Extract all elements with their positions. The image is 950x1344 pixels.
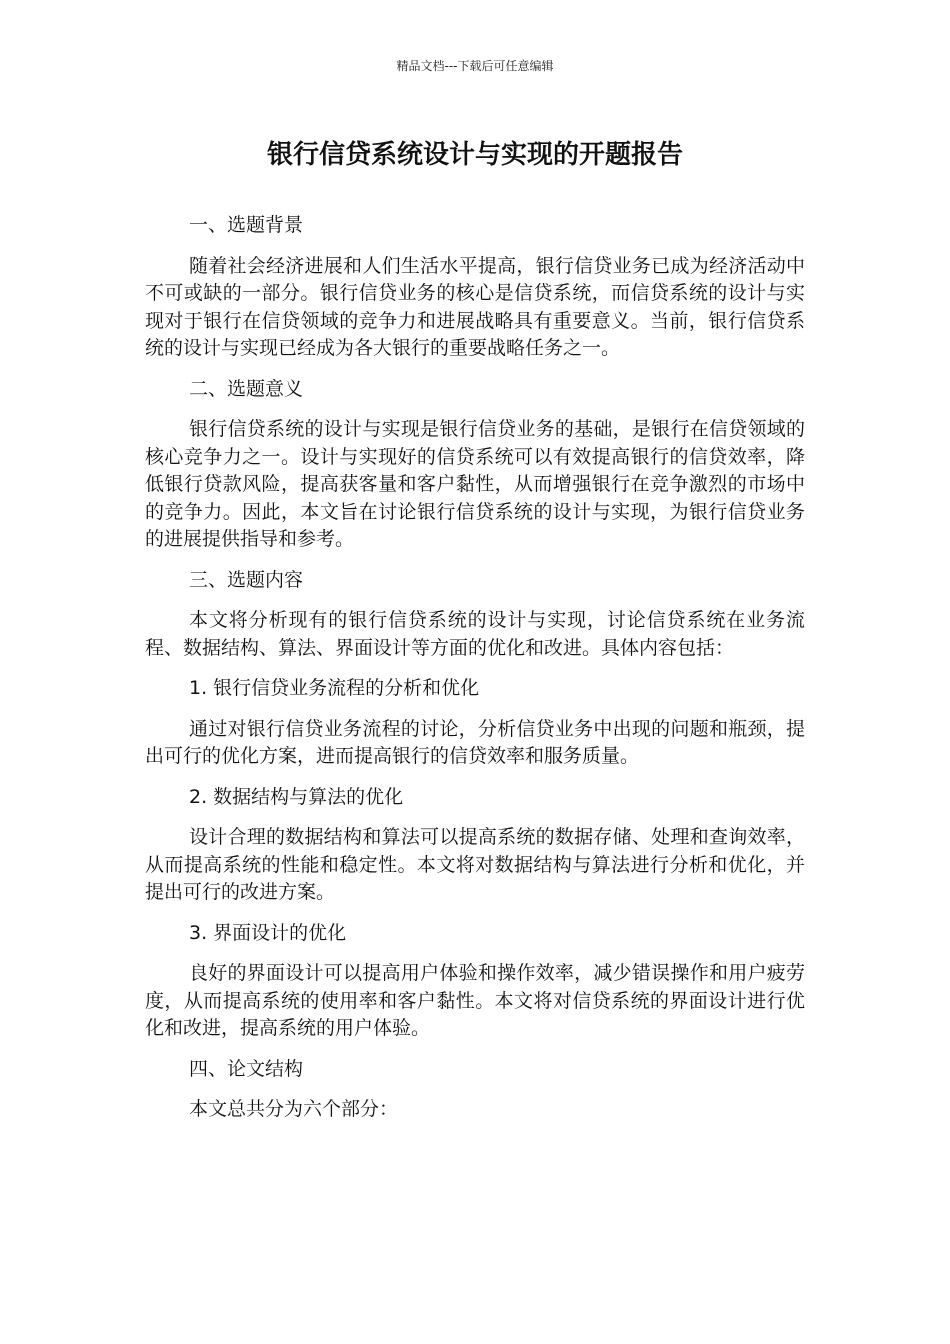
subheading-business-process: 1. 银行信贷业务流程的分析和优化 [189, 677, 480, 699]
subheading-data-structure: 2. 数据结构与算法的优化 [189, 785, 404, 808]
section-heading-content: 三、选题内容 [189, 568, 304, 591]
section-heading-significance: 二、选题意义 [189, 377, 304, 400]
header-note: 精品文档---下载后可任意编辑 [396, 59, 554, 73]
section-heading-background: 一、选题背景 [189, 214, 304, 236]
paragraph-data-structure: 设计合理的数据结构和算法可以提高系统的数据存储、处理和查询效率，从而提高系统的性能和稳定性。本文将对数据结构与算法进行分析和优化，并提出可行的改进方案。 [145, 826, 805, 903]
paragraph-business-process: 通过对银行信贷业务流程的讨论，分析信贷业务中出现的问题和瓶颈，提出可行的优化方案，进而提高银行的信贷效率和服务质量。 [145, 717, 805, 767]
paragraph-significance: 银行信贷系统的设计与实现是银行信贷业务的基础，是银行在信贷领域的核心竞争力之一。设计与实现好的信贷系统可以有效提高银行的信贷效率，降低银行贷款风险，提高获客量和客户黏性，从而增强银行在竞争激烈的市场中的竞争力。因此，本文旨在讨论银行信贷系统的设计与实现，为银行信贷业务的进展提供指导和参考。 [145, 418, 805, 550]
document-body [145, 212, 805, 1137]
subheading-interface-design: 3. 界面设计的优化 [189, 921, 347, 944]
paragraph-interface-design: 良好的界面设计可以提高用户体验和操作效率，减少错误操作和用户疲劳度，从而提高系统的使用率和客户黏性。本文将对信贷系统的界面设计进行优化和改进，提高系统的用户体验。 [145, 962, 805, 1039]
section-heading-structure: 四、论文结构 [189, 1057, 304, 1080]
paragraph-structure: 本文总共分为六个部分： [189, 1098, 399, 1120]
paragraph-content: 本文将分析现有的银行信贷系统的设计与实现，讨论信贷系统在业务流程、数据结构、算法、界面设计等方面的优化和改进。具体内容包括： [145, 609, 805, 659]
paragraph-background: 随着社会经济进展和人们生活水平提高，银行信贷业务已成为经济活动中不可或缺的一部分。银行信贷业务的核心是信贷系统，而信贷系统的设计与实现对于银行在信贷领域的竞争力和进展战略具有重要意义。当前，银行信贷系统的设计与实现已经成为各大银行的重要战略任务之一。 [145, 254, 805, 359]
document-title: 银行信贷系统设计与实现的开题报告 [266, 140, 683, 170]
